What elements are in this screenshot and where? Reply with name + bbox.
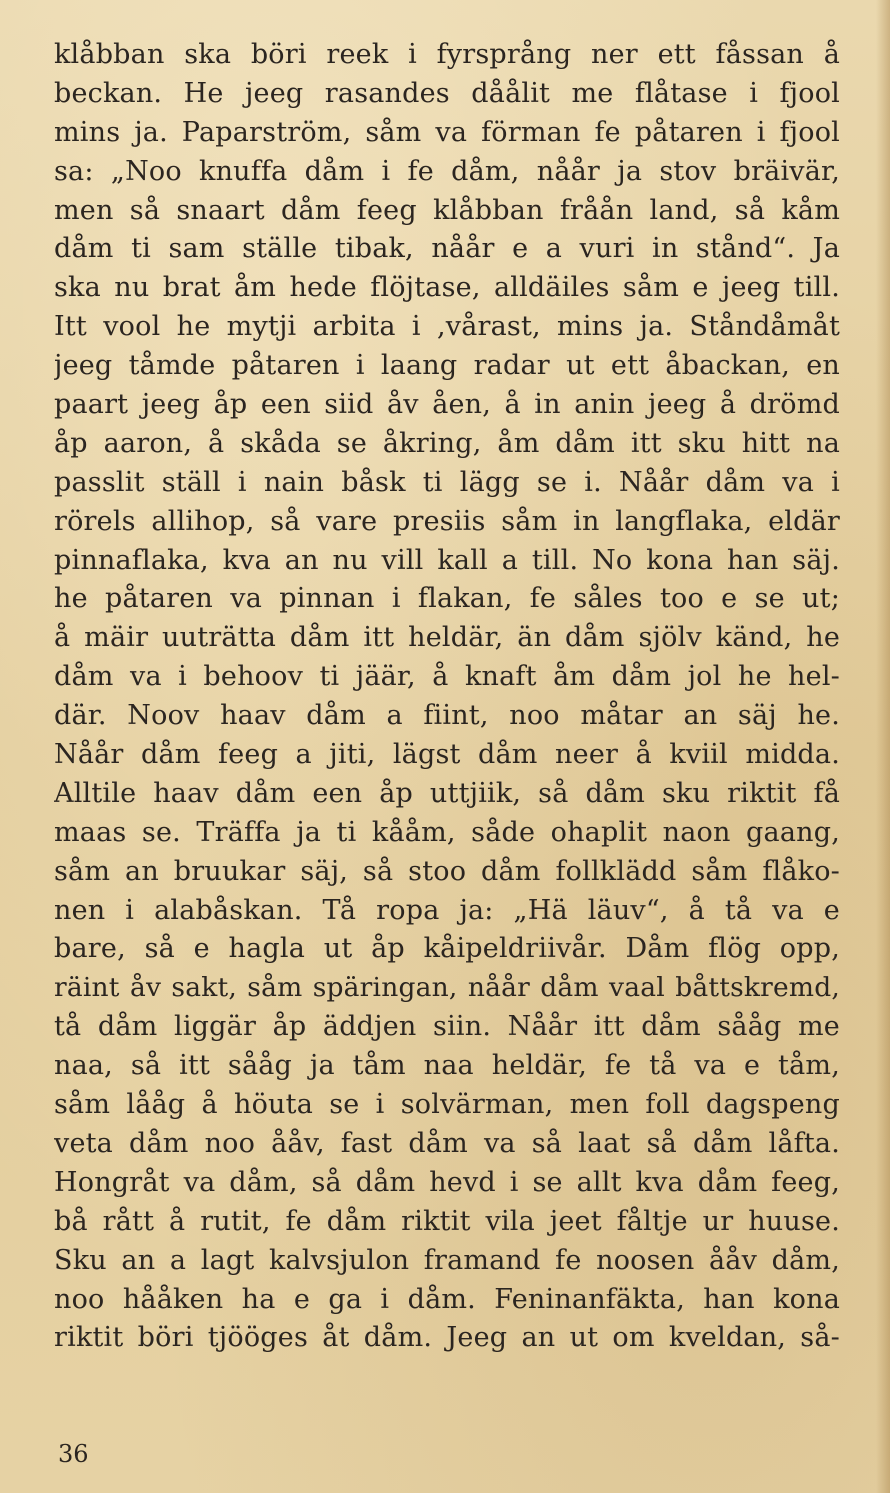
text-line: he påtaren va pinnan i flakan, fe såles too e se ut; [54,583,840,615]
text-line: beckan. He jeeg rasandes dåålit me flåtase i fjool [54,77,840,109]
text-line: pinnaflaka, kva an nu vill kall a till. No kona han säj. [54,544,840,576]
text-line: åp aaron, å skåda se åkring, åm dåm itt sku hitt na [54,427,840,459]
text-line: där. Noov haav dåm a fiint, noo måtar an säj he. [54,700,840,732]
text-line: såm an bruukar säj, så stoo dåm follklädd såm flåko- [54,855,840,887]
text-line: passlit ställ i nain båsk ti lägg se i. Nåår dåm va i [54,466,840,498]
text-line: noo hååken ha e ga i dåm. Feninanfäkta, han kona [54,1283,840,1315]
text-line: Itt vool he mytji arbita i ,vårast, mins ja. Ståndåmåt [54,311,840,343]
text-line: riktit böri tjööges åt dåm. Jeeg an ut om kveldan, så- [54,1322,840,1354]
page-number: 36 [58,1440,89,1468]
text-line: Alltile haav dåm een åp uttjiik, så dåm sku riktit få [54,777,840,809]
text-line: ska nu brat åm hede flöjtase, alldäiles såm e jeeg till. [54,272,840,304]
text-line: dåm va i behoov ti jäär, å knaft åm dåm jol he hel- [54,661,840,693]
text-line: å mäir uuträtta dåm itt heldär, än dåm sjölv känd, he [54,622,840,654]
text-line: såm lååg å höuta se i solvärman, men foll dagspeng [54,1089,840,1121]
text-line: mins ja. Paparström, såm va förman fe påtaren i fjool [54,116,840,148]
text-line: tå dåm liggär åp äddjen siin. Nåår itt dåm sååg me [54,1011,840,1043]
text-line: räint åv sakt, såm späringan, nåår dåm vaal båttskremd, [54,972,840,1004]
body-text [54,36,840,1358]
text-line: Sku an a lagt kalvsjulon framand fe noosen ååv dåm, [54,1244,840,1276]
text-line: bå rått å rutit, fe dåm riktit vila jeet fåltje ur huuse. [54,1205,840,1237]
text-line: sa: „Noo knuffa dåm i fe dåm, nåår ja stov bräivär, [54,155,840,187]
text-line: jeeg tåmde påtaren i laang radar ut ett åbackan, en [54,350,840,382]
text-line: rörels allihop, så vare presiis såm in langflaka, eldär [54,505,840,537]
text-line: klåbban ska böri reek i fyrsprång ner ett fåssan å [54,39,840,70]
text-line: men så snaart dåm feeg klåbban fråån land, så kåm [54,194,840,226]
page-edge-shadow [876,0,890,1493]
text-line: Nåår dåm feeg a jiti, lägst dåm neer å kviil midda. [54,739,840,771]
text-line: bare, så e hagla ut åp kåipeldriivår. Dåm flög opp, [54,933,840,965]
text-line: Hongråt va dåm, så dåm hevd i se allt kva dåm feeg, [54,1166,840,1198]
text-line: paart jeeg åp een siid åv åen, å in anin jeeg å drömd [54,389,840,421]
text-line: naa, så itt sååg ja tåm naa heldär, fe tå va e tåm, [54,1050,840,1082]
text-line: dåm ti sam ställe tibak, nåår e a vuri in stånd“. Ja [54,233,840,265]
text-line: nen i alabåskan. Tå ropa ja: „Hä läuv“, å tå va e [54,894,840,926]
text-line: maas se. Träffa ja ti kååm, såde ohaplit naon gaang, [54,816,840,848]
text-line: veta dåm noo ååv, fast dåm va så laat så dåm låfta. [54,1127,840,1159]
